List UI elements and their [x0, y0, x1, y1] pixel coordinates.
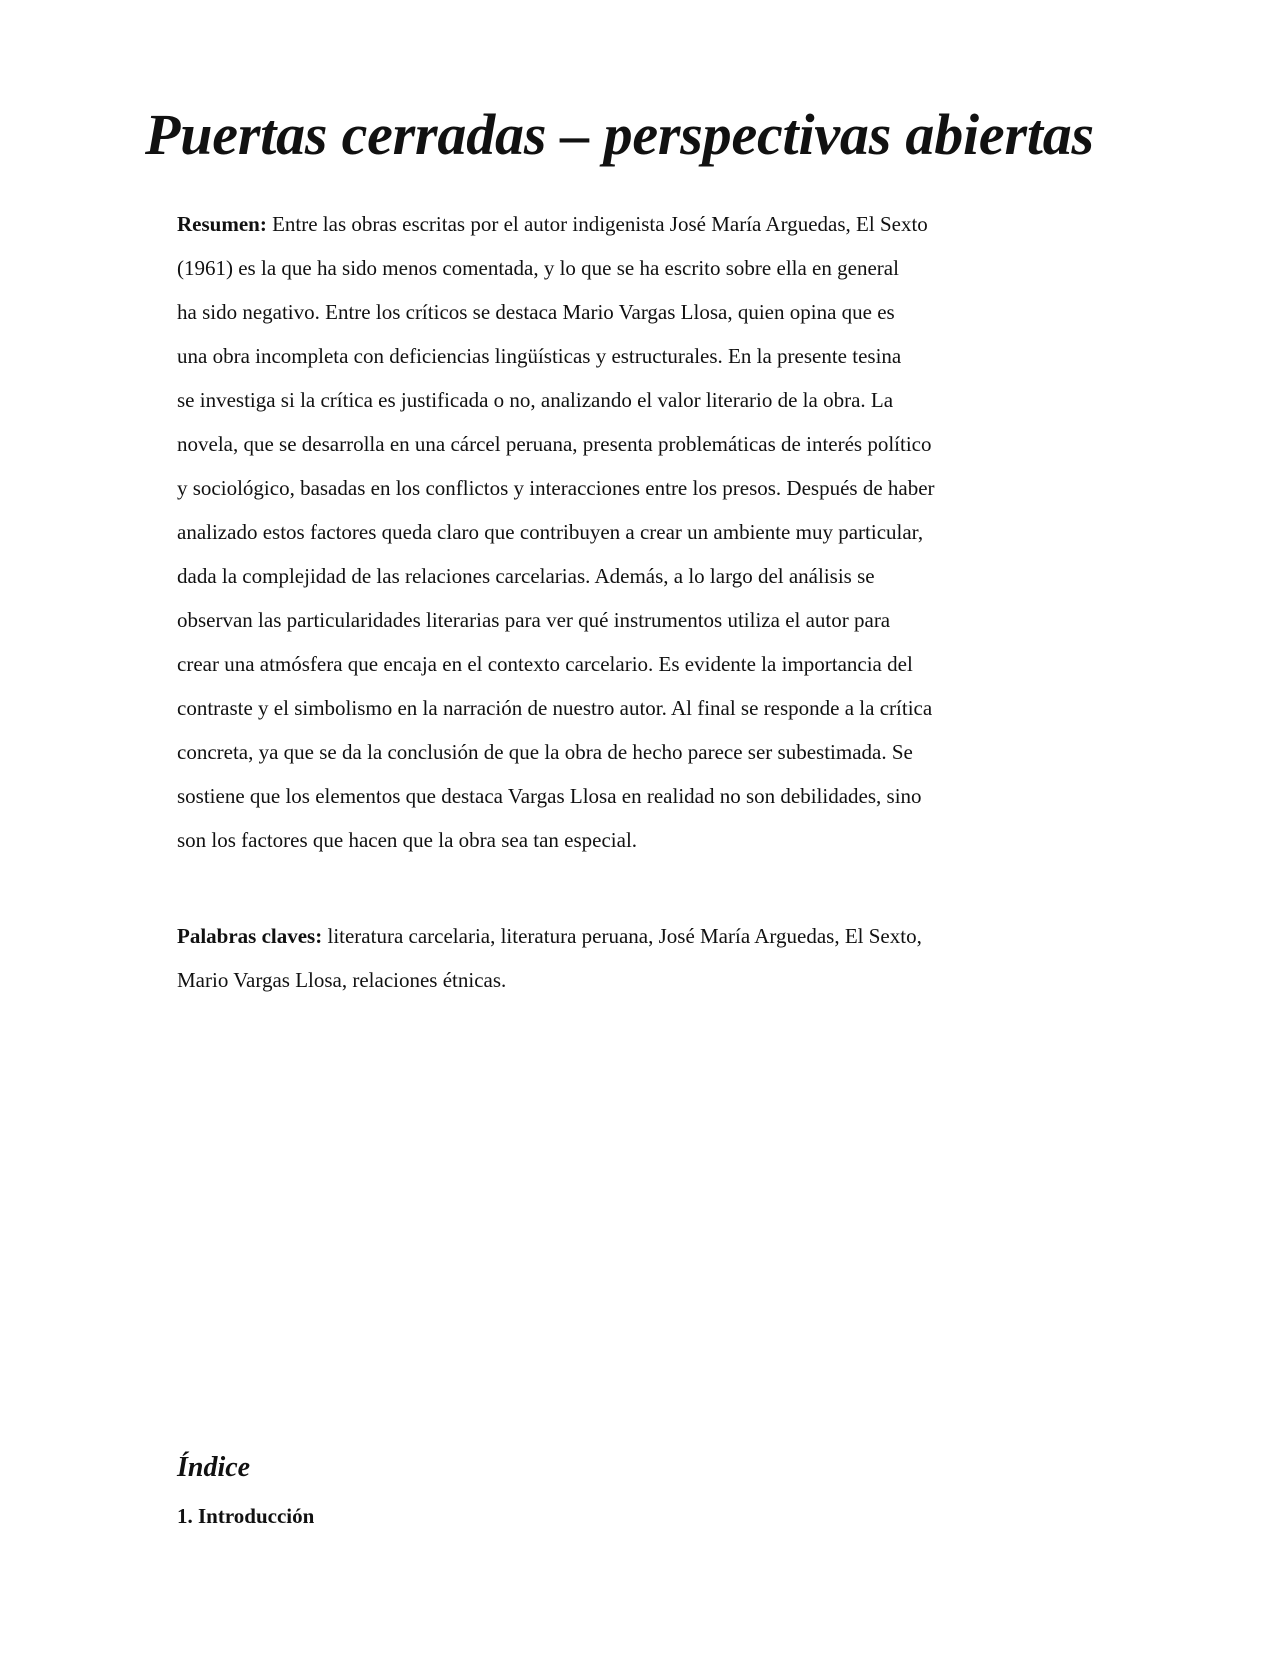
abstract-section [177, 202, 1017, 862]
keywords-line [177, 914, 1017, 958]
abstract-line: ha sido negativo. Entre los críticos se destaca Mario Vargas Llosa, quien opina que es [177, 300, 895, 324]
abstract-line [177, 202, 1017, 246]
abstract-line: crear una atmósfera que encaja en el contexto carcelario. Es evidente la importancia del [177, 652, 913, 676]
abstract-line: observan las particularidades literarias para ver qué instrumentos utiliza el autor para [177, 608, 891, 632]
keywords-text: literatura carcelaria, literatura peruana, José María Arguedas, El Sexto, [322, 924, 922, 948]
keywords-line: Mario Vargas Llosa, relaciones étnicas. [177, 968, 507, 992]
abstract-line: contraste y el simbolismo en la narración de nuestro autor. Al final se responde a la crítica [177, 696, 933, 720]
abstract-line: concreta, ya que se da la conclusión de que la obra de hecho parece ser subestimada. Se [177, 740, 913, 764]
keywords-section [177, 914, 1017, 1002]
abstract-line: son los factores que hacen que la obra sea tan especial. [177, 828, 638, 852]
abstract-line: novela, que se desarrolla en una cárcel peruana, presenta problemáticas de interés político [177, 432, 932, 456]
abstract-line: se investiga si la crítica es justificada o no, analizando el valor literario de la obra. La [177, 388, 894, 412]
abstract-line: sostiene que los elementos que destaca Vargas Llosa en realidad no son debilidades, sino [177, 784, 922, 808]
abstract-line: una obra incompleta con deficiencias lingüísticas y estructurales. En la presente tesina [177, 344, 902, 368]
abstract-line: analizado estos factores queda claro que contribuyen a crear un ambiente muy particular, [177, 520, 924, 544]
abstract-label: Resumen: [177, 212, 267, 236]
abstract-line: dada la complejidad de las relaciones carcelarias. Además, a lo largo del análisis se [177, 564, 875, 588]
abstract-line: y sociológico, basadas en los conflictos y interacciones entre los presos. Después de haber [177, 476, 935, 500]
abstract-text: Entre las obras escritas por el autor indigenista José María Arguedas, El Sexto [266, 212, 928, 236]
document-title: Puertas cerradas – perspectivas abiertas [145, 102, 1094, 167]
keywords-label: Palabras claves: [177, 924, 323, 948]
toc-item-introduccion: 1. Introducción [177, 1504, 315, 1528]
index-heading: Índice [177, 1452, 251, 1483]
abstract-line: (1961) es la que ha sido menos comentada, y lo que se ha escrito sobre ella en general [177, 256, 899, 280]
